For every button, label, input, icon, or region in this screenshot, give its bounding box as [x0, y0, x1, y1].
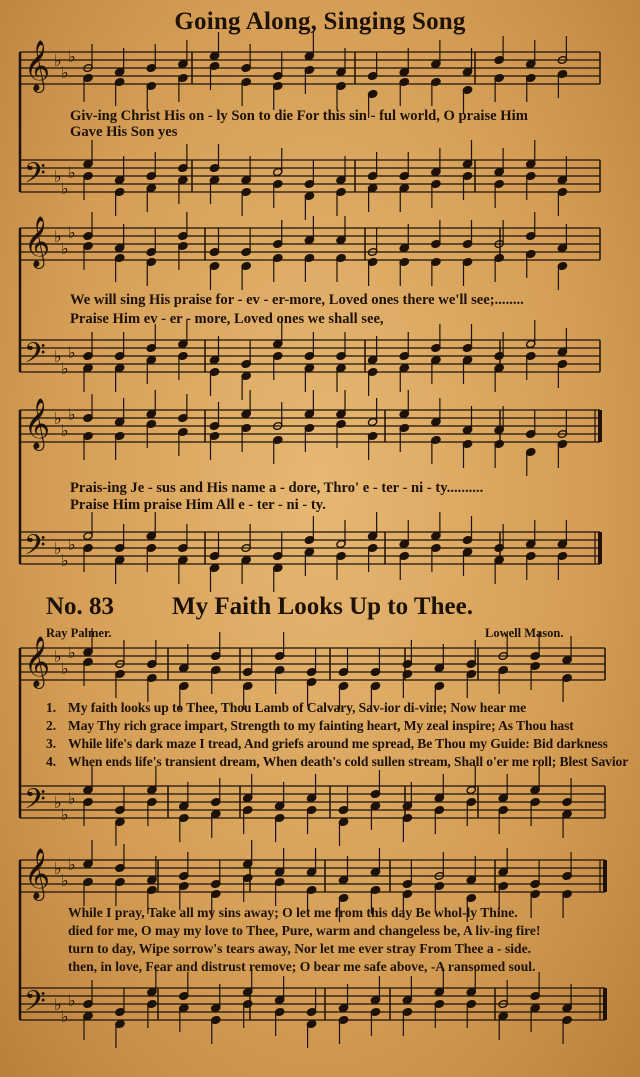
svg-text:♭: ♭	[61, 659, 69, 678]
svg-text:♭: ♭	[54, 859, 62, 878]
verse-1	[46, 700, 526, 716]
svg-text:♭: ♭	[61, 179, 69, 198]
svg-text:𝄢: 𝄢	[24, 783, 46, 823]
verse-3-continuation: turn to day, Wipe sorrow's tears away, Nor let me ever stray From Thee a - side.	[68, 941, 532, 956]
verse-number: 3.	[46, 736, 56, 751]
svg-text:♭: ♭	[54, 647, 62, 666]
svg-text:♭: ♭	[54, 539, 62, 558]
verse-number: 4.	[46, 754, 56, 769]
svg-text:♭: ♭	[68, 343, 76, 362]
verse-3	[46, 736, 608, 752]
svg-text:𝄞: 𝄞	[24, 40, 51, 91]
svg-text:♭: ♭	[61, 1007, 69, 1026]
verse-2	[46, 718, 574, 734]
svg-text:𝄞: 𝄞	[24, 398, 51, 449]
lyric-line-3-lower: Praise Him praise Him All e - ter - ni - ty.	[70, 497, 326, 513]
verse-number: 1.	[46, 700, 56, 715]
lyric-line-1-upper: Giv-ing Christ His on - ly Son to die For this sin - ful world, O praise Him	[70, 108, 528, 124]
svg-text:𝄞: 𝄞	[24, 848, 51, 899]
svg-text:𝄢: 𝄢	[24, 985, 46, 1025]
svg-text:♭: ♭	[68, 223, 76, 242]
svg-text:♭: ♭	[54, 227, 62, 246]
svg-text:♭: ♭	[54, 347, 62, 366]
verse-2-continuation: died for me, O may my love to Thee, Pure, warm and changeless be, A liv-ing fire!	[68, 923, 541, 938]
svg-text:♭: ♭	[54, 51, 62, 70]
composer-credit: Lowell Mason.	[485, 626, 564, 640]
verse-text: May Thy rich grace impart, Strength to my fainting heart, My zeal inspire; As Thou hast	[68, 718, 574, 733]
verse-text: While life's dark maze I tread, And griefs around me spread, Be Thou my Guide: Bid darkness	[68, 736, 608, 751]
lyric-line-2-upper: We will sing His praise for - ev - er-more, Loved ones there we'll see;........	[70, 292, 524, 308]
svg-text:♭: ♭	[68, 163, 76, 182]
svg-text:♭: ♭	[68, 643, 76, 662]
svg-text:♭: ♭	[68, 47, 76, 66]
svg-text:♭: ♭	[68, 405, 76, 424]
svg-text:𝄢: 𝄢	[24, 337, 46, 377]
song-title: Going Along, Singing Song	[174, 8, 466, 35]
verse-text: My faith looks up to Thee, Thou Lamb of Calvary, Sav-ior di-vine; Now hear me	[68, 700, 527, 715]
svg-text:𝄢: 𝄢	[24, 157, 46, 197]
svg-text:♭: ♭	[61, 805, 69, 824]
svg-text:♭: ♭	[68, 855, 76, 874]
svg-text:♭: ♭	[68, 991, 76, 1010]
author-credit: Ray Palmer.	[46, 626, 112, 640]
svg-text:♭: ♭	[61, 551, 69, 570]
verse-number: 2.	[46, 718, 56, 733]
svg-text:♭: ♭	[54, 995, 62, 1014]
svg-text:♭: ♭	[61, 871, 69, 890]
verse-text: When ends life's transient dream, When death's cold sullen stream, Shall o'er me roll; Blest Savior	[68, 754, 629, 769]
lyric-line-1-lower: Gave His Son yes	[70, 124, 178, 140]
svg-text:♭: ♭	[54, 793, 62, 812]
hymn-title: My Faith Looks Up to Thee.	[172, 593, 473, 620]
svg-text:♭: ♭	[68, 789, 76, 808]
svg-text:♭: ♭	[61, 63, 69, 82]
verse-1-continuation: While I pray, Take all my sins away; O let me from this day Be whol-ly Thine.	[68, 905, 518, 920]
svg-text:𝄢: 𝄢	[24, 529, 46, 569]
lyric-line-3-upper: Prais-ing Je - sus and His name a - dore, Thro' e - ter - ni - ty..........	[70, 480, 484, 496]
svg-text:♭: ♭	[54, 409, 62, 428]
verse-4	[46, 754, 628, 770]
svg-text:♭: ♭	[61, 239, 69, 258]
verse-4-continuation: then, in love, Fear and distrust remove; O bear me safe above, -A ransomed soul.	[68, 959, 536, 974]
svg-text:♭: ♭	[54, 167, 62, 186]
svg-text:♭: ♭	[68, 535, 76, 554]
svg-text:𝄞: 𝄞	[24, 636, 51, 687]
svg-text:𝄞: 𝄞	[24, 216, 51, 267]
lyric-line-2-lower: Praise Him ev - er - more, Loved ones we shall see,	[70, 311, 384, 327]
hymn-number: No. 83	[46, 593, 115, 620]
svg-text:♭: ♭	[61, 421, 69, 440]
svg-text:♭: ♭	[61, 359, 69, 378]
